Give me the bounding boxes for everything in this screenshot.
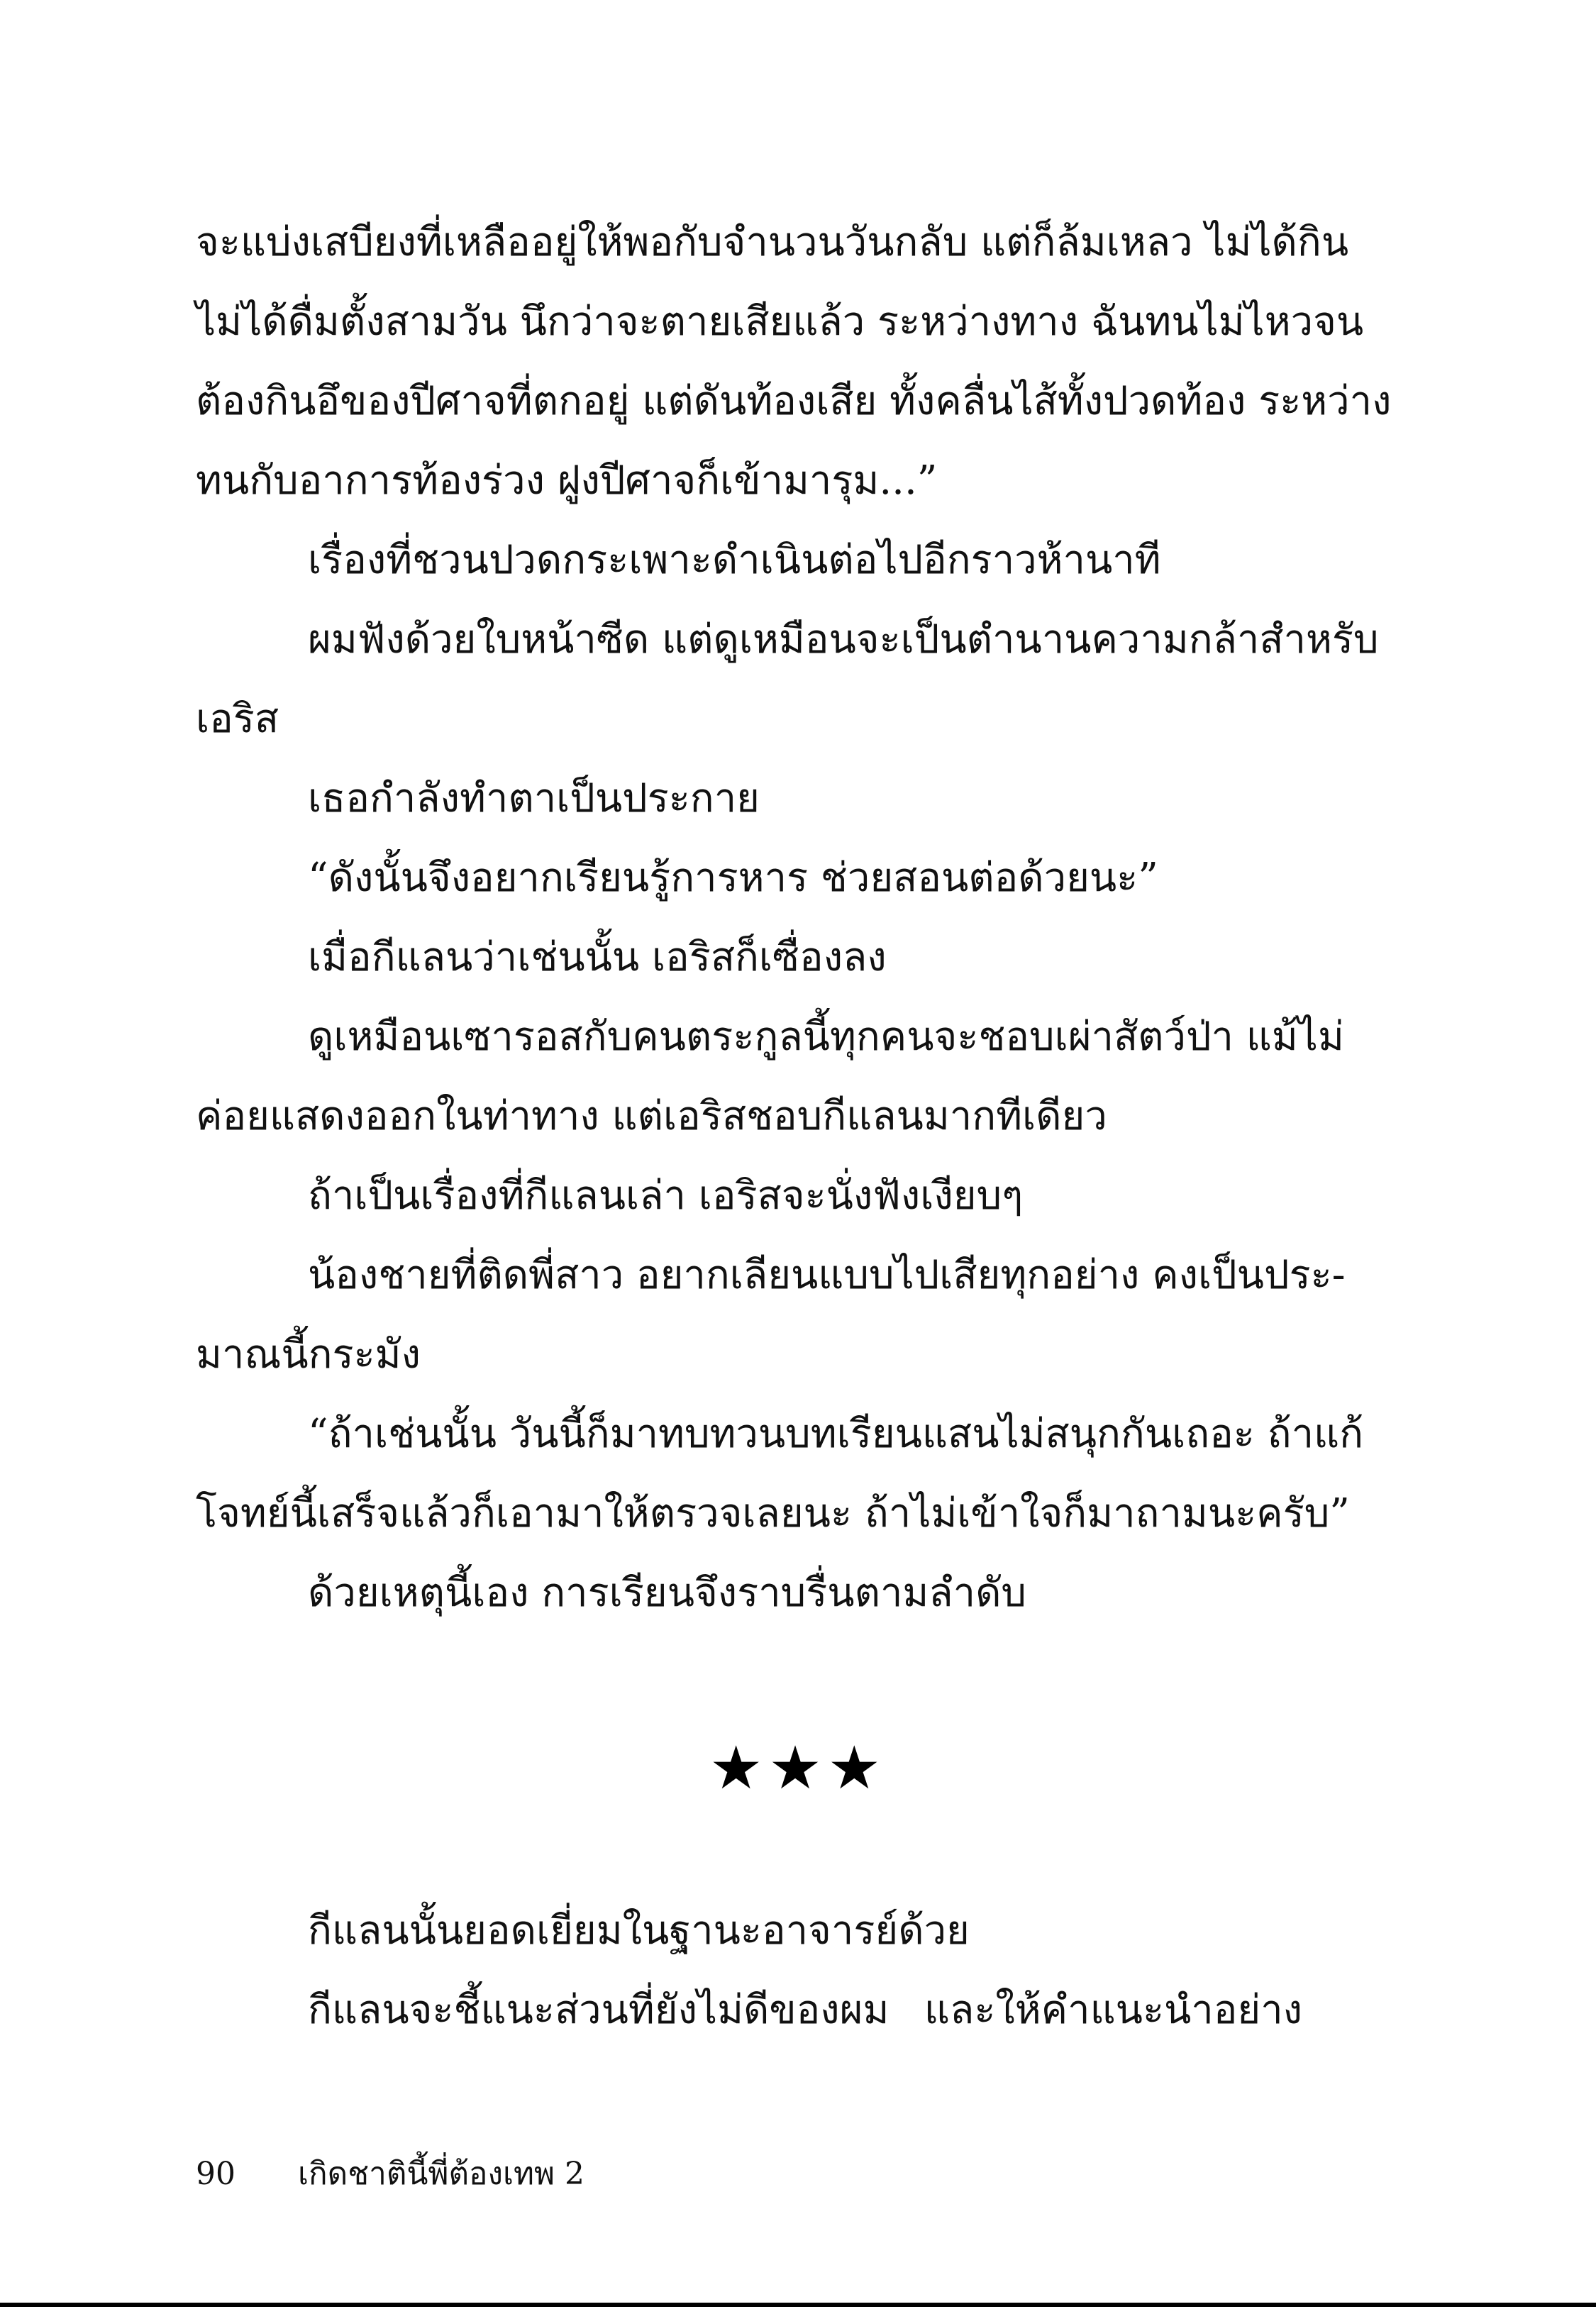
text-line: โจทย์นี้เสร็จแล้วก็เอามาให้ตรวจเลยนะ ถ้าไม่เข้าใจก็มาถามนะครับ”	[196, 1490, 1350, 1537]
text-line: “ถ้าเช่นนั้น วันนี้ก็มาทบทวนบทเรียนแสนไม่สนุกกันเถอะ ถ้าแก้	[308, 1411, 1364, 1457]
text-line: เรื่องที่ชวนปวดกระเพาะดำเนินต่อไปอีกราวห้านาที	[308, 537, 1161, 583]
book-title: เกิดชาตินี้พี่ต้องเทพ 2	[298, 2156, 584, 2192]
text-line: “ดังนั้นจึงอยากเรียนรู้การหาร ช่วยสอนต่อด้วยนะ”	[308, 855, 1158, 901]
text-line: กีแลนนั้นยอดเยี่ยมในฐานะอาจารย์ด้วย	[308, 1908, 970, 1954]
text-line: ค่อยแสดงออกในท่าทาง แต่เอริสชอบกีแลนมากทีเดียว	[196, 1093, 1107, 1139]
text-line: น้องชายที่ติดพี่สาว อยากเลียนแบบไปเสียทุกอย่าง คงเป็นประ-	[308, 1252, 1346, 1298]
text-line: กีแลนจะชี้แนะส่วนที่ยังไม่ดีของผม และให้คำแนะนำอย่าง	[308, 1987, 1302, 2033]
text-line: ผมฟังด้วยใบหน้าซีด แต่ดูเหมือนจะเป็นตำนานความกล้าสำหรับ	[308, 616, 1379, 663]
bottom-border-line	[0, 2303, 1596, 2307]
page-footer	[196, 2149, 584, 2199]
scene-break-stars: ★★★	[709, 1733, 887, 1803]
text-line: มาณนี้กระมัง	[196, 1332, 421, 1378]
text-line: ดูเหมือนเซารอสกับคนตระกูลนี้ทุกคนจะชอบเผ่าสัตว์ป่า แม้ไม่	[308, 1014, 1344, 1060]
text-line: เธอกำลังทำตาเป็นประกาย	[308, 775, 760, 821]
text-line: เมื่อกีแลนว่าเช่นนั้น เอริสก็เซื่องลง	[308, 934, 887, 980]
text-line: ถ้าเป็นเรื่องที่กีแลนเล่า เอริสจะนั่งฟังเงียบๆ	[308, 1173, 1024, 1219]
main-text	[196, 203, 1392, 1633]
text-line: เอริส	[196, 696, 279, 742]
text-line: ไม่ได้ดื่มตั้งสามวัน นึกว่าจะตายเสียแล้ว ระหว่างทาง ฉันทนไม่ไหวจน	[196, 299, 1364, 345]
page-number: 90	[196, 2156, 235, 2192]
continued-text	[196, 1891, 1302, 2050]
text-line: ต้องกินอึของปีศาจที่ตกอยู่ แต่ดันท้องเสีย ทั้งคลื่นไส้ทั้งปวดท้อง ระหว่าง	[196, 378, 1392, 424]
text-line: จะแบ่งเสบียงที่เหลืออยู่ให้พอกับจำนวนวันกลับ แต่ก็ล้มเหลว ไม่ได้กิน	[196, 219, 1349, 265]
text-line: ทนกับอาการท้องร่วง ฝูงปีศาจก็เข้ามารุม...”	[196, 458, 938, 504]
text-line: ด้วยเหตุนี้เอง การเรียนจึงราบรื่นตามลำดับ	[308, 1570, 1026, 1616]
